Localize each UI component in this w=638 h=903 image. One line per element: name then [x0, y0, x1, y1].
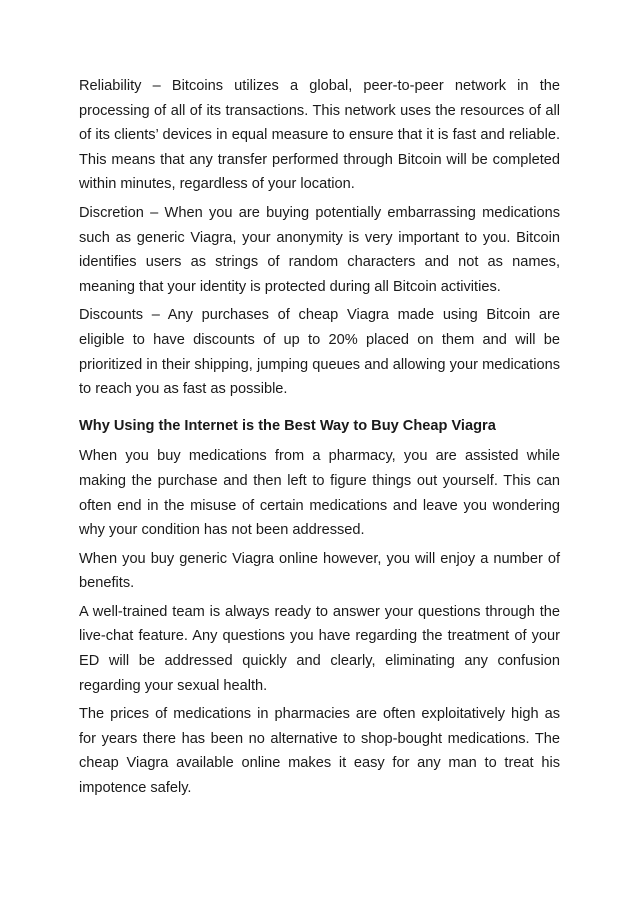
document-page [79, 74, 560, 805]
paragraph-reliability: Reliability – Bitcoins utilizes a global, peer-to-peer network in the processing of all of its transactions. This network uses the resources of all of its clients’ devices in equal measure to ensure that it is fast and reliable. This means that any transfer performed through Bitcoin will be completed within minutes, regardless of your location. [79, 78, 560, 193]
paragraph-prices: The prices of medications in pharmacies are often exploitatively high as for years there has been no alternative to shop-bought medications. The cheap Viagra available online makes it easy for any man to treat his impotence safely. [79, 706, 560, 797]
section-heading: Why Using the Internet is the Best Way to Buy Cheap Viagra [79, 417, 496, 434]
paragraph-pharmacy: When you buy medications from a pharmacy, you are assisted while making the purchase and then left to figure things out yourself. This can often end in the misuse of certain medications and leave you wondering why your condition has not been addressed. [79, 448, 560, 539]
paragraph-discounts: Discounts – Any purchases of cheap Viagra made using Bitcoin are eligible to have discounts of up to 20% placed on them and will be prioritized in their shipping, jumping queues and allowing your medications to reach you as fast as possible. [79, 307, 560, 398]
paragraph-online-benefits: When you buy generic Viagra online however, you will enjoy a number of benefits. [79, 550, 560, 592]
paragraph-discretion: Discretion – When you are buying potentially embarrassing medications such as generic Viagra, your anonymity is very important to you. Bitcoin identifies users as strings of random characters and not as names, meaning that your identity is protected during all Bitcoin activities. [79, 204, 560, 295]
paragraph-live-chat: A well-trained team is always ready to answer your questions through the live-chat feature. Any questions you have regarding the treatment of your ED will be addressed quickly and clearly, eliminating any confusion regarding your sexual health. [79, 603, 560, 694]
